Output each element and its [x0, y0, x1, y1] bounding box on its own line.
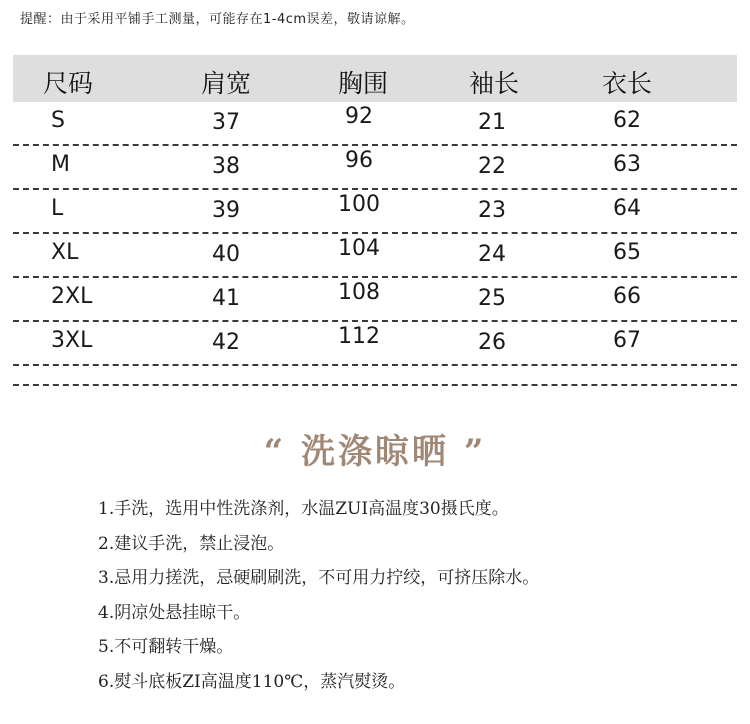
care-item: 4.阴凉处悬挂晾干。	[98, 602, 251, 623]
care-item: 6.熨斗底板ZI高温度110℃，蒸汽熨烫。	[98, 671, 406, 692]
cell-shoulder: 39	[212, 198, 240, 223]
cell-length: 62	[613, 108, 641, 133]
care-item: 5.不可翻转干燥。	[98, 637, 234, 657]
care-title-text: 洗涤晾晒	[301, 432, 449, 472]
cell-chest: 112	[338, 324, 380, 349]
title-open-quote: “	[263, 432, 287, 472]
cell-size: 2XL	[51, 284, 93, 309]
care-item: 3.忌用力搓洗，忌硬刷刷洗，不可用力拧绞，可挤压除水。	[98, 568, 540, 588]
cell-size: XL	[51, 240, 79, 265]
cell-chest: 100	[338, 192, 380, 217]
cell-chest: 104	[338, 236, 380, 261]
header-sleeve: 袖长	[468, 69, 520, 98]
cell-size: S	[51, 108, 65, 133]
cell-shoulder: 37	[212, 110, 240, 135]
cell-shoulder: 38	[212, 154, 240, 179]
table-row	[13, 190, 737, 234]
cell-size: L	[51, 196, 64, 221]
cell-sleeve: 24	[478, 242, 506, 267]
cell-chest: 92	[345, 104, 373, 129]
cell-sleeve: 25	[478, 286, 506, 311]
table-bottom-divider	[13, 384, 737, 386]
title-close-quote: ”	[463, 432, 487, 472]
cell-length: 67	[613, 328, 641, 353]
cell-sleeve: 23	[478, 198, 506, 223]
table-row	[13, 322, 737, 366]
cell-chest: 96	[345, 148, 373, 173]
care-item: 2.建议手洗，禁止浸泡。	[98, 533, 285, 554]
table-row	[13, 146, 737, 190]
table-row	[13, 278, 737, 322]
care-item: 1.手洗，选用中性洗涤剂，水温ZUI高温度30摄氏度。	[98, 499, 509, 519]
cell-sleeve: 21	[478, 110, 506, 135]
header-length: 衣长	[601, 69, 653, 98]
cell-shoulder: 40	[212, 242, 240, 267]
cell-size: 3XL	[51, 328, 93, 353]
header-shoulder: 肩宽	[200, 69, 252, 98]
cell-sleeve: 22	[478, 154, 506, 179]
care-section-title	[0, 424, 750, 473]
cell-size: M	[51, 152, 70, 177]
measurement-notice: 提醒：由于采用平铺手工测量，可能存在1-4cm误差，敬请谅解。	[20, 12, 415, 27]
size-table	[13, 55, 737, 366]
cell-length: 66	[613, 284, 641, 309]
cell-shoulder: 42	[212, 330, 240, 355]
table-row	[13, 102, 737, 146]
cell-length: 63	[613, 152, 641, 177]
header-size: 尺码	[42, 69, 94, 98]
cell-sleeve: 26	[478, 330, 506, 355]
table-row	[13, 234, 737, 278]
cell-length: 64	[613, 196, 641, 221]
cell-chest: 108	[338, 280, 380, 305]
cell-length: 65	[613, 240, 641, 265]
table-header	[13, 55, 737, 102]
care-instructions	[98, 496, 539, 703]
cell-shoulder: 41	[212, 286, 240, 311]
header-chest: 胸围	[337, 69, 389, 98]
